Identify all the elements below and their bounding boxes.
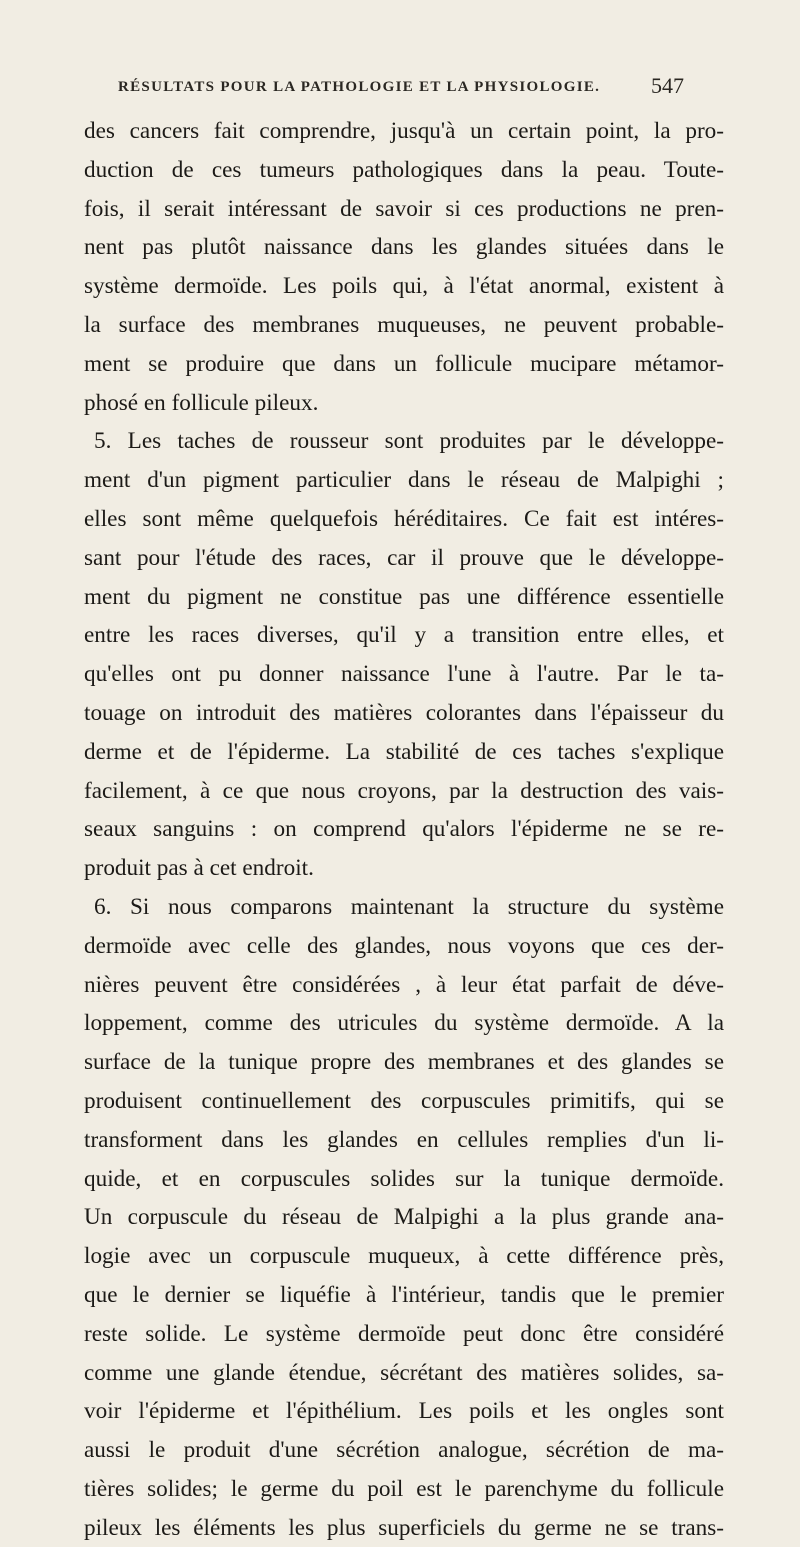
text-line: système dermoïde. Les poils qui, à l'état anormal, existent à bbox=[84, 273, 724, 300]
text-line: phosé en follicule pileux. bbox=[84, 389, 319, 416]
text-line: comme une glande étendue, sécrétant des matières solides, sa- bbox=[84, 1359, 724, 1386]
text-line: sant pour l'étude des races, car il prouve que le développe- bbox=[84, 544, 724, 571]
text-line: ment du pigment ne constitue pas une différence essentielle bbox=[84, 583, 724, 610]
text-line: qu'elles ont pu donner naissance l'une à l'autre. Par le ta- bbox=[84, 661, 724, 688]
text-line: reste solide. Le système dermoïde peut donc être considéré bbox=[84, 1320, 724, 1347]
text-line: quide, et en corpuscules solides sur la tunique dermoïde. bbox=[84, 1165, 724, 1192]
text-line: entre les races diverses, qu'il y a transition entre elles, et bbox=[84, 622, 724, 649]
text-line: tières solides; le germe du poil est le parenchyme du follicule bbox=[84, 1475, 724, 1502]
text-line: produit pas à cet endroit. bbox=[84, 855, 314, 882]
text-line: surface de la tunique propre des membranes et des glandes se bbox=[84, 1049, 724, 1076]
text-line: loppement, comme des utricules du système dermoïde. A la bbox=[84, 1010, 724, 1037]
text-line: que le dernier se liquéfie à l'intérieur, tandis que le premier bbox=[84, 1281, 724, 1308]
text-line: dermoïde avec celle des glandes, nous voyons que ces der- bbox=[84, 932, 724, 959]
text-line: nent pas plutôt naissance dans les glandes situées dans le bbox=[84, 234, 724, 261]
text-line: logie avec un corpuscule muqueux, à cette différence près, bbox=[84, 1243, 724, 1270]
text-line: facilement, à ce que nous croyons, par la destruction des vais- bbox=[84, 777, 724, 804]
text-line: seaux sanguins : on comprend qu'alors l'épiderme ne se re- bbox=[84, 816, 724, 843]
text-line: fois, il serait intéressant de savoir si ces productions ne pren- bbox=[84, 195, 724, 222]
body-text bbox=[84, 112, 724, 1547]
running-title: RÉSULTATS POUR LA PATHOLOGIE ET LA PHYSIOLOGIE. bbox=[118, 79, 601, 95]
text-line: touage on introduit des matières colorantes dans l'épaisseur du bbox=[84, 699, 724, 726]
text-line: pileux les éléments les plus superficiels du germe ne se trans- bbox=[84, 1514, 724, 1541]
text-line: 5. Les taches de rousseur sont produites par le développe- bbox=[94, 428, 724, 455]
text-line: ment se produire que dans un follicule mucipare métamor- bbox=[84, 350, 724, 377]
text-line: ment d'un pigment particulier dans le réseau de Malpighi ; bbox=[84, 467, 724, 494]
text-line: transforment dans les glandes en cellules remplies d'un li- bbox=[84, 1126, 724, 1153]
text-line: 6. Si nous comparons maintenant la structure du système bbox=[94, 893, 724, 920]
text-line: des cancers fait comprendre, jusqu'à un certain point, la pro- bbox=[84, 118, 724, 144]
text-line: derme et de l'épiderme. La stabilité de ces taches s'explique bbox=[84, 738, 724, 765]
text-line: elles sont même quelquefois héréditaires. Ce fait est intéres- bbox=[84, 505, 724, 532]
text-line: voir l'épiderme et l'épithélium. Les poils et les ongles sont bbox=[84, 1398, 724, 1425]
text-line: nières peuvent être considérées , à leur état parfait de déve- bbox=[84, 971, 724, 998]
text-line: Un corpuscule du réseau de Malpighi a la plus grande ana- bbox=[84, 1204, 724, 1231]
text-line: la surface des membranes muqueuses, ne peuvent probable- bbox=[84, 311, 724, 338]
text-line: aussi le produit d'une sécrétion analogue, sécrétion de ma- bbox=[84, 1437, 724, 1464]
text-line: produisent continuellement des corpuscules primitifs, qui se bbox=[84, 1087, 724, 1114]
page-number: 547 bbox=[651, 73, 684, 98]
text-line: duction de ces tumeurs pathologiques dans la peau. Toute- bbox=[84, 156, 724, 183]
running-head bbox=[118, 73, 684, 98]
